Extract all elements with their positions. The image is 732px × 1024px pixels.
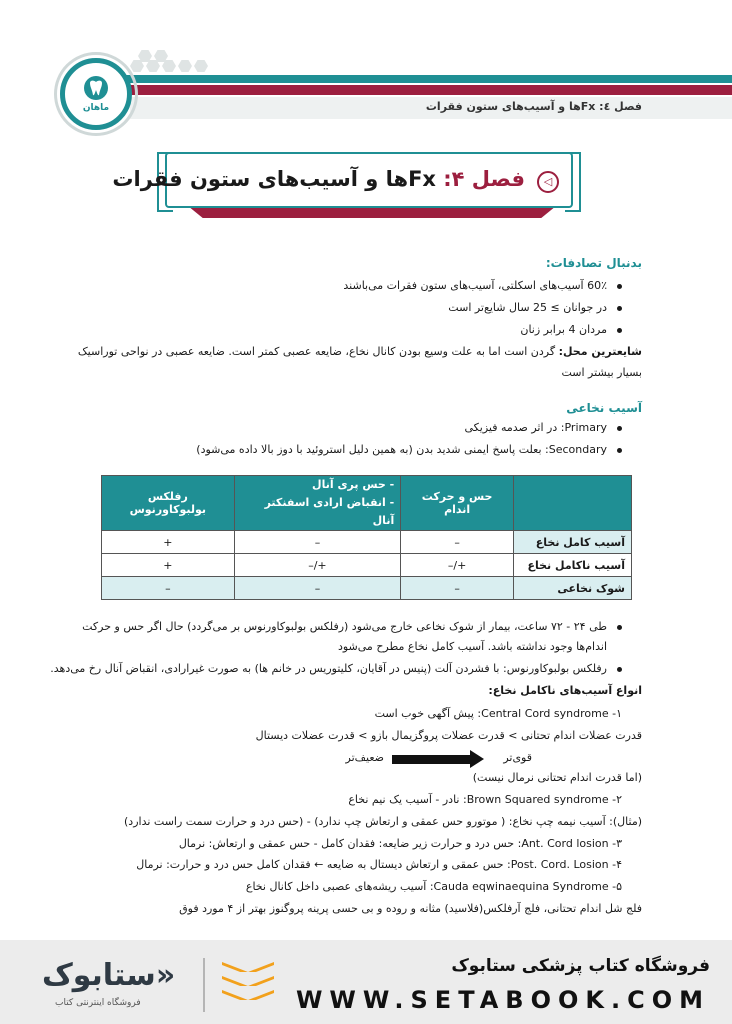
table-header-perianal-line1: - حس پری آنال	[312, 478, 395, 491]
running-chapter-label: فصل ٤: Fxها و آسیب‌های ستون فقرات	[425, 100, 642, 113]
bullet-item	[50, 662, 622, 675]
table-cell: –	[401, 577, 514, 600]
common-site-line2: بسیار بیشتر است	[561, 366, 642, 379]
store-url[interactable]: WWW.SETABOOK.COM	[295, 986, 710, 1014]
table-cell: +/–	[401, 554, 514, 577]
arrow-label-stronger: قوی‌تر	[503, 751, 532, 764]
table-header-perianal	[234, 476, 401, 531]
book-emblem-icon	[222, 962, 274, 1010]
table-row	[102, 577, 632, 600]
chapter-title-box	[112, 152, 573, 208]
logo-text: ماهان	[82, 103, 110, 113]
cauda-equina-detail: فلج شل اندام تحتانی، فلج آرفلکس(فلاسید) مثانه و روده و بی حسی پرینه پروگنوز بهتر از ۴ مورد فوق	[179, 902, 642, 915]
bullet-term: Secondary:	[545, 443, 607, 456]
hex-decoration	[178, 60, 192, 72]
table-row-label: آسیب کامل نخاع	[514, 531, 632, 554]
tooth-icon	[83, 75, 109, 101]
table-cell: –	[234, 577, 401, 600]
header-maroon-bar	[125, 85, 732, 95]
incomplete-type-example: (مثال): آسیب نیمه چپ نخاع: ( موتورو حس عمقی و ارتعاش چپ ندارد) - (حس درد و حرارت سمت راست ندارد)	[124, 815, 642, 828]
incomplete-type-detail: قدرت عضلات اندام تحتانی > قدرت عضلات پروگزیمال بازو > قدرت عضلات دیستال	[255, 729, 642, 742]
incomplete-type-note: (اما قدرت اندام تحتانی نرمال نیست)	[472, 771, 642, 784]
arrow-right-icon	[470, 750, 484, 768]
header-teal-bar	[115, 75, 732, 83]
bullet-item	[465, 421, 622, 434]
table-cell: +/–	[234, 554, 401, 577]
table-header-reflex: رفلکس بولبوکاورنوس	[102, 476, 235, 531]
table-cell: –	[102, 577, 235, 600]
table-header-row	[102, 476, 632, 531]
table-header-motor-sensory: حس و حرکت اندام	[401, 476, 514, 531]
table-row-label: شوک نخاعی	[514, 577, 632, 600]
table-cell: –	[234, 531, 401, 554]
bullet-dot-icon	[617, 426, 622, 431]
table-cell: +	[102, 531, 235, 554]
bullet-text: در جوانان ≥ 25 سال شایع‌تر است	[448, 301, 607, 314]
common-site-label: شایعترین محل:	[558, 345, 642, 358]
bullet-text: رفلکس بولبوکاورنوس: با فشردن آلت (پنیس در آقایان، کلیتوریس در خانم ها) به صورت غیرارادی، انقباض آنال رخ می‌دهد.	[50, 662, 607, 675]
bullet-item	[520, 323, 622, 336]
incomplete-type-item: ۳- Ant. Cord losion: حس درد و حرارت زیر ضایعه: فقدان کامل - حس عمقی و ارتعاش: نرمال	[178, 837, 622, 850]
bullet-item	[82, 620, 622, 633]
bullet-text: 60٪ آسیب‌های اسکلتی، آسیب‌های ستون فقرات می‌باشند	[343, 279, 607, 292]
bullet-continuation: اندام‌ها وجود نداشته باشد. آسیب کامل نخاع مطرح می‌شود	[337, 640, 607, 653]
table-row	[102, 531, 632, 554]
publisher-logo	[60, 58, 132, 130]
bullet-item	[196, 443, 622, 456]
chapter-bullet-icon: ◁	[537, 171, 559, 193]
incomplete-type-item: ۱- Central Cord syndrome: پیش آگهی خوب است	[374, 707, 622, 720]
section-heading-spinal-injury: آسیب نخاعی	[566, 401, 642, 415]
chapter-title-text: Fxها و آسیب‌های ستون فقرات	[112, 167, 436, 191]
arrow-label-weaker: ضعیف‌تر	[345, 751, 384, 764]
hex-decoration	[194, 60, 208, 72]
bullet-term: Primary:	[560, 421, 607, 434]
bullet-text: در اثر صدمه فیزیکی	[464, 421, 558, 434]
bullet-dot-icon	[617, 328, 622, 333]
chapter-number: فصل ۴:	[443, 167, 525, 191]
spinal-injury-table	[101, 475, 632, 600]
arrow-line	[392, 755, 472, 764]
table-cell: –	[401, 531, 514, 554]
bullet-text: مردان 4 برابر زنان	[520, 323, 607, 336]
bullet-dot-icon	[617, 625, 622, 630]
common-site-text: گردن است اما به علت وسیع بودن کانال نخاع، ضایعه عصبی کمتر است. ضایعه عصبی در نواحی توراسیک	[77, 345, 556, 358]
table-header-perianal-line2: - انقباض ارادی اسفنکتر آنال	[264, 496, 395, 527]
common-site-line	[78, 345, 642, 358]
bullet-dot-icon	[617, 284, 622, 289]
bullet-dot-icon	[617, 667, 622, 672]
footer-divider	[203, 958, 205, 1012]
store-title: فروشگاه کتاب پزشکی ستابوک	[451, 956, 710, 976]
incomplete-type-item: ۵- Cauda eqwinaequina Syndrome: آسیب ریشه‌های عصبی داخل کانال نخاع	[245, 880, 622, 893]
table-row-label: آسیب ناکامل نخاع	[514, 554, 632, 577]
section-heading-accidents: بدنبال تصادفات:	[545, 256, 642, 270]
bullet-text: طی ۲۴ - ۷۲ ساعت، بیمار از شوک نخاعی خارج می‌شود (رفلکس بولبوکاورنوس بر می‌گردد) حال اگر حس و حرکت	[82, 620, 607, 633]
incomplete-types-heading: انواع آسیب‌های ناکامل نخاع:	[488, 684, 642, 697]
table-row	[102, 554, 632, 577]
table-header-empty	[514, 476, 632, 531]
bullet-text: بعلت پاسخ ایمنی شدید بدن (به همین دلیل استروئید با دوز بالا داده می‌شود)	[196, 443, 542, 456]
table-cell: +	[102, 554, 235, 577]
bullet-item	[448, 301, 622, 314]
incomplete-type-item: ۴- Post. Cord. Losion: حس عمقی و ارتعاش دیستال به ضایعه ← فقدان کامل حس درد و حرارت: نرمال	[136, 858, 622, 871]
bullet-dot-icon	[617, 306, 622, 311]
store-logo: ستابوک»	[42, 958, 176, 993]
bullet-item	[343, 279, 622, 292]
store-logo-subtitle: فروشگاه اینترنتی کتاب	[55, 998, 141, 1008]
bullet-dot-icon	[617, 448, 622, 453]
incomplete-type-item: ۲- Brown Squared syndrome: نادر - آسیب یک نیم نخاع	[348, 793, 622, 806]
chapter-title	[112, 167, 525, 191]
